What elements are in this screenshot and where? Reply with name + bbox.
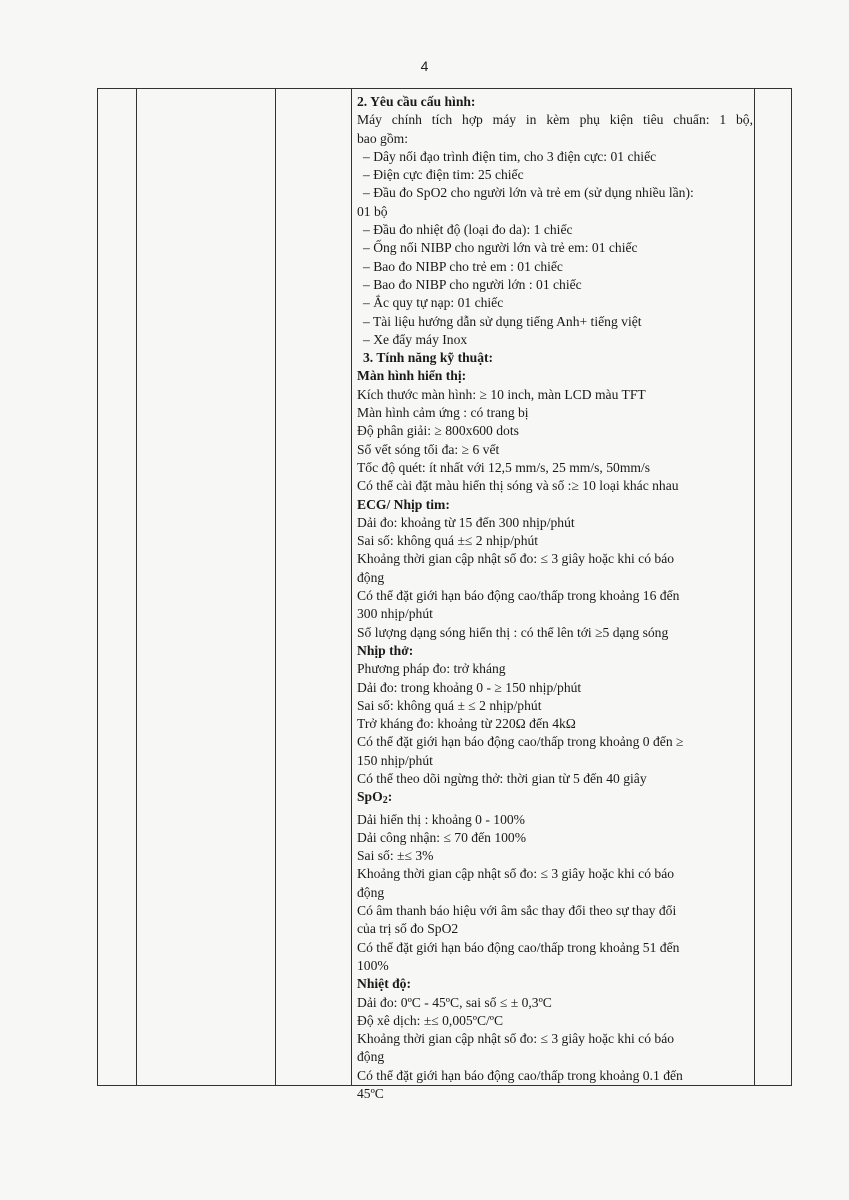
spo2-heading-text: SpO: [357, 789, 383, 805]
config-item: – Tài liệu hướng dẫn sử dụng tiếng Anh+ tiếng việt: [363, 313, 642, 329]
spec-line: 300 nhịp/phút: [357, 606, 433, 622]
subsection-heading: Nhịp thở:: [357, 642, 414, 658]
config-item: – Đầu đo SpO2 cho người lớn và trẻ em (sử dụng nhiều lần):: [363, 185, 694, 201]
column-divider: [351, 89, 352, 1085]
column-divider: [136, 89, 137, 1085]
config-item: – Điện cực điện tim: 25 chiếc: [363, 167, 524, 183]
spec-line: Sai số: ±≤ 3%: [357, 848, 434, 864]
spec-line: Độ phân giải: ≥ 800x600 dots: [357, 423, 519, 439]
spec-line: 150 nhịp/phút: [357, 752, 433, 768]
spec-line: Có thể theo dõi ngừng thở: thời gian từ 5 đến 40 giây: [357, 770, 647, 786]
spec-line: Sai số: không quá ± ≤ 2 nhịp/phút: [357, 697, 542, 713]
spec-line: 45ºC: [357, 1086, 384, 1102]
subsection-heading: [357, 788, 753, 810]
spec-line: Kích thước màn hình: ≥ 10 inch, màn LCD màu TFT: [357, 386, 646, 402]
spec-line: Sai số: không quá ±≤ 2 nhịp/phút: [357, 533, 539, 549]
spec-line: Có thể cài đặt màu hiển thị sóng và số :≥ 10 loại khác nhau: [357, 478, 679, 494]
spec-line: Trở kháng đo: khoảng từ 220Ω đến 4kΩ: [357, 716, 576, 732]
spec-line: động: [357, 569, 385, 585]
spec-line: Có thể đặt giới hạn báo động cao/thấp trong khoảng 16 đến: [357, 588, 680, 604]
column-divider: [275, 89, 276, 1085]
spec-line: Dải đo: trong khoảng 0 - ≥ 150 nhịp/phút: [357, 679, 582, 695]
spec-line: Dải công nhận: ≤ 70 đến 100%: [357, 829, 527, 845]
section-heading: 3. Tính năng kỹ thuật:: [363, 350, 494, 366]
config-item: – Ắc quy tự nạp: 01 chiếc: [363, 295, 504, 311]
spec-line: Phương pháp đo: trở kháng: [357, 661, 506, 677]
page-number: 4: [420, 58, 429, 74]
config-item: – Ống nối NIBP cho người lớn và trẻ em: 01 chiếc: [363, 240, 638, 256]
spo2-heading-subscript: 2: [382, 795, 388, 807]
spec-line: Số vết sóng tối đa: ≥ 6 vết: [357, 441, 500, 457]
config-intro: bao gồm:: [357, 130, 408, 146]
spec-line: Có thể đặt giới hạn báo động cao/thấp trong khoảng 51 đến: [357, 939, 680, 955]
spec-table: [97, 88, 792, 1102]
spec-line: động: [357, 1049, 385, 1065]
spec-line: của trị số đo SpO2: [357, 921, 459, 937]
spec-line: Dải đo: 0ºC - 45ºC, sai số ≤ ± 0,3ºC: [357, 994, 552, 1010]
config-item: – Bao đo NIBP cho trẻ em : 01 chiếc: [363, 258, 563, 274]
spo2-heading-colon: :: [387, 789, 393, 805]
spec-description-cell: [353, 89, 753, 1103]
config-item: – Dây nối đạo trình điện tim, cho 3 điện cực: 01 chiếc: [363, 148, 657, 164]
spec-line: Dải đo: khoảng từ 15 đến 300 nhịp/phút: [357, 514, 575, 530]
config-item: – Xe đẩy máy Inox: [363, 331, 468, 347]
spec-line: Tốc độ quét: ít nhất với 12,5 mm/s, 25 mm/s, 50mm/s: [357, 459, 651, 475]
subsection-heading: Màn hình hiển thị:: [357, 368, 467, 384]
config-item-continuation: 01 bộ: [357, 203, 388, 219]
spec-line: động: [357, 884, 385, 900]
spec-line: Độ xê dịch: ±≤ 0,005ºC/ºC: [357, 1012, 504, 1028]
section-heading: 2. Yêu cầu cấu hình:: [357, 94, 476, 109]
spec-line: Khoảng thời gian cập nhật số đo: ≤ 3 giây hoặc khi có báo: [357, 866, 675, 882]
spec-line: Số lượng dạng sóng hiển thị : có thể lên tới ≥5 dạng sóng: [357, 624, 669, 640]
spec-line: Khoảng thời gian cập nhật số đo: ≤ 3 giây hoặc khi có báo: [357, 551, 675, 567]
spec-line: Khoảng thời gian cập nhật số đo: ≤ 3 giây hoặc khi có báo: [357, 1031, 675, 1047]
spec-line: Có âm thanh báo hiệu với âm sắc thay đổi theo sự thay đổi: [357, 903, 677, 919]
spec-line: Có thể đặt giới hạn báo động cao/thấp trong khoảng 0 đến ≥: [357, 734, 684, 750]
subsection-heading: Nhiệt độ:: [357, 976, 411, 992]
config-intro: Máy chính tích hợp máy in kèm phụ kiện tiêu chuẩn: 1 bộ,: [357, 112, 753, 128]
subsection-heading: ECG/ Nhịp tim:: [357, 496, 450, 512]
spec-line: Dải hiển thị : khoảng 0 - 100%: [357, 811, 526, 827]
config-item: – Đầu đo nhiệt độ (loại đo da): 1 chiếc: [363, 222, 573, 238]
spec-line: Màn hình cảm ứng : có trang bị: [357, 405, 529, 421]
column-divider: [754, 89, 755, 1085]
config-item: – Bao đo NIBP cho người lớn : 01 chiếc: [363, 276, 582, 292]
spec-line: Có thể đặt giới hạn báo động cao/thấp trong khoảng 0.1 đến: [357, 1067, 683, 1083]
spec-line: 100%: [357, 957, 389, 973]
